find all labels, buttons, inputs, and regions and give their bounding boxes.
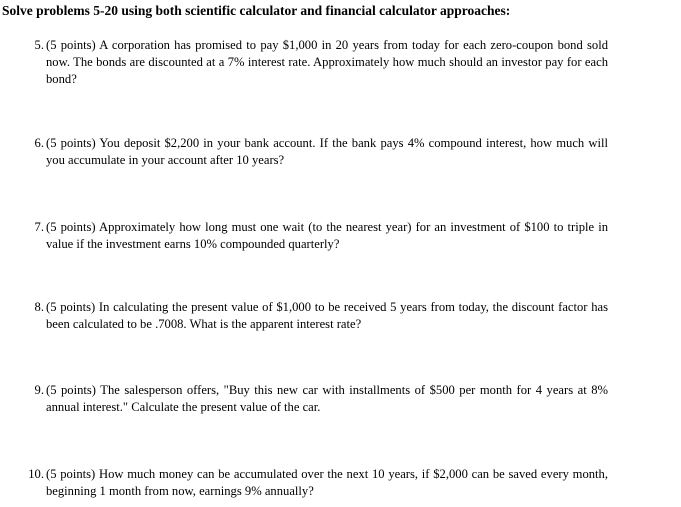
- problem-number: 7.: [34, 220, 44, 234]
- problem-9: [20, 382, 608, 416]
- problem-text: (5 points) The salesperson offers, "Buy this new car with installments of $500 per month for 4 years at 8% annual interest." Calculate the present value of the car.: [46, 383, 608, 414]
- problem-10: [20, 466, 608, 500]
- page-heading: Solve problems 5-20 using both scientific calculator and financial calculator approaches:: [2, 3, 511, 18]
- problem-text: (5 points) You deposit $2,200 in your bank account. If the bank pays 4% compound interest, how much will you accumulate in your account after 10 years?: [46, 136, 608, 167]
- problem-8: [20, 299, 608, 333]
- problem-text: (5 points) In calculating the present value of $1,000 to be received 5 years from today, the discount factor has been calculated to be .7008. What is the apparent interest rate?: [46, 300, 608, 331]
- problem-number: 8.: [34, 300, 44, 314]
- problem-text: (5 points) A corporation has promised to pay $1,000 in 20 years from today for each zero-coupon bond sold now. The bonds are discounted at a 7% interest rate. Approximately how much should an investor pay for each bond?: [46, 38, 608, 86]
- problem-7: [20, 219, 608, 253]
- problem-number: 10.: [28, 467, 44, 481]
- problem-6: [20, 135, 608, 169]
- problem-number: 5.: [34, 38, 44, 52]
- problem-5: [20, 37, 608, 88]
- problem-text: (5 points) Approximately how long must one wait (to the nearest year) for an investment of $100 to triple in value if the investment earns 10% compounded quarterly?: [46, 220, 608, 251]
- problem-number: 9.: [34, 383, 44, 397]
- problem-text: (5 points) How much money can be accumulated over the next 10 years, if $2,000 can be saved every month, beginning 1 month from now, earnings 9% annually?: [46, 467, 608, 498]
- problem-number: 6.: [34, 136, 44, 150]
